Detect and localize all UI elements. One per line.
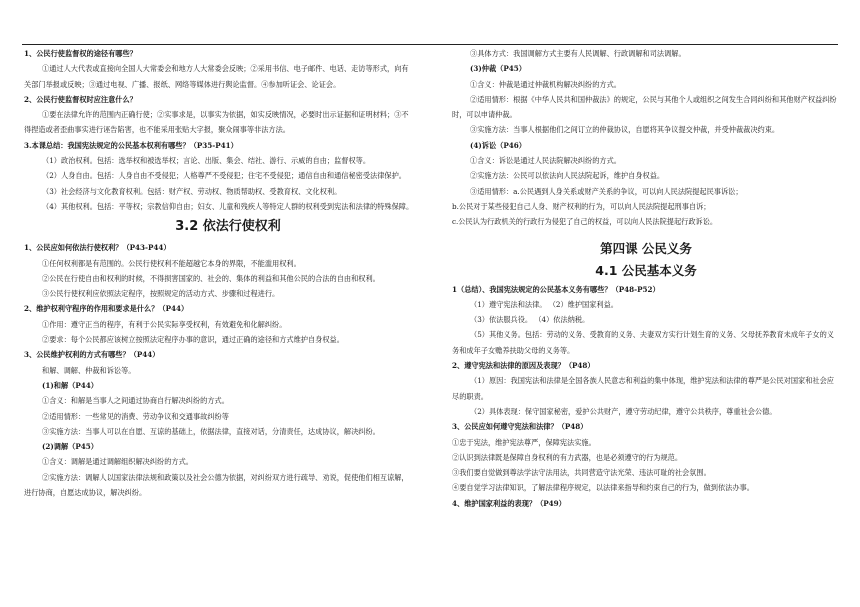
text-line: ③我们要自觉做到尊法学法守法用法，共同营造守法光荣、违法可耻的社会氛围。 — [452, 468, 711, 478]
text-line: ②实施方法：调解人以国家法律法规和政策以及社会公德为依据，对纠纷双方进行疏导、劝说，促使他们相互谅解， — [42, 472, 409, 482]
text-line: ②要求：每个公民都应该树立按照法定程序办事的意识，通过正确的途径和方式维护自身权益。 — [42, 335, 344, 345]
text-line: ③公民行使权利应依照法定程序，按照规定的活动方式、步骤和过程进行。 — [42, 289, 280, 299]
text-line: ③具体方式：我国调解方式主要有人民调解、行政调解和司法调解。 — [470, 49, 686, 58]
question-heading: (4)诉讼（P46） — [470, 140, 526, 150]
text-line: 时，可以申请仲裁。 — [452, 110, 517, 120]
text-line: ①通过人大代表或直接向全国人大常委会和地方人大常委会反映；②采用书信、电子邮件、电话、走访等形式，向有 — [42, 64, 409, 74]
text-line: 务和成年子女赡养扶助父母的义务等。 — [452, 345, 575, 355]
question-heading: 3.本课总结：我国宪法规定的公民基本权利有哪些？（P35-P41） — [24, 140, 238, 150]
section-heading: 4.1 公民基本义务 — [595, 262, 697, 278]
text-line: （5）其他义务。包括：劳动的义务、受教育的义务、夫妻双方实行计划生育的义务、父母抚养教育未成年子女的义 — [470, 330, 834, 340]
text-line: ②适用情形：根据《中华人民共和国仲裁法》的规定，公民与其他个人或组织之间发生合同纠纷和其他财产权益纠纷 — [470, 94, 837, 104]
question-heading: 1、公民行使监督权的途径有哪些？ — [24, 49, 137, 58]
text-line: 得捏造或者歪曲事实进行诬告陷害，也不能采用张贴大字报，聚众闹事等非法方法。 — [24, 125, 290, 135]
text-line: ②适用情形：一些常见的消费、劳动争议和交通事故纠纷等 — [42, 411, 229, 421]
question-heading: (3)仲裁（P45） — [470, 64, 526, 74]
text-line: 关部门举报或反映；③通过电视、广播、报纸、网络等媒体进行舆论监督。④参加听证会、论证会。 — [24, 79, 341, 89]
text-line: （4）其他权利。包括：平等权；宗教信仰自由；妇女、儿童和残疾人等特定人群的权利受到宪法和法律的特殊保障。 — [42, 201, 414, 211]
header-rule — [22, 44, 838, 45]
text-line: ③适用情形：a.公民遇到人身关系或财产关系的争议，可以向人民法院提起民事诉讼； — [470, 186, 743, 196]
text-line: ①任何权利都是有范围的。公民行使权利不能超越它本身的界限，不能滥用权利。 — [42, 258, 301, 268]
question-heading: 1（总结）、我国宪法规定的公民基本义务有哪些？（P48-P52） — [452, 284, 660, 294]
text-line: （3）社会经济与文化教育权利。包括：财产权、劳动权、物质帮助权、受教育权、文化权利。 — [42, 186, 342, 196]
text-line: 进行协商，自愿达成协议，解决纠纷。 — [24, 488, 147, 498]
text-line: ③实施方法：当事人可以在自愿、互谅的基础上，依据法律，直接对话，分清责任，达成协议，解决纠纷。 — [42, 426, 380, 436]
text-line: b.公民对于某些侵犯自己人身、财产权利的行为，可以向人民法院提起刑事自诉； — [452, 201, 711, 211]
text-line: （3）依法服兵役。 （4）依法纳税。 — [470, 315, 590, 325]
text-line: ①含义：和解是当事人之间通过协商自行解决纠纷的方式。 — [42, 396, 229, 406]
right-column — [452, 46, 840, 511]
spacer — [452, 230, 840, 238]
text-line: （1）政治权利。包括：选举权和被选举权；言论、出版、集会、结社、游行、示威的自由；监督权等。 — [42, 156, 371, 166]
text-line: ②实施方法：公民可以依法向人民法院起诉，维护自身权益。 — [470, 171, 665, 181]
text-line: ①忠于宪法，维护宪法尊严，保障宪法实施。 — [452, 437, 596, 447]
text-line: ①含义：调解是通过调解组织解决纠纷的方式。 — [42, 457, 193, 467]
text-line: ③实施方法：当事人根据他们之间订立的仲裁协议，自愿将其争议提交仲裁，并受仲裁裁决约束。 — [470, 125, 780, 135]
text-line: ①要在法律允许的范围内正确行使；②实事求是，以事实为依据，如实反映情况，必要时出示证据和证明材料；③不 — [42, 110, 409, 120]
text-line: ①含义：诉讼是通过人民法院解决纠纷的方式。 — [470, 156, 621, 166]
text-line: ①含义：仲裁是通过仲裁机构解决纠纷的方式。 — [470, 79, 621, 89]
text-line: 和解、调解、仲裁和诉讼等。 — [42, 365, 136, 375]
text-line: （1）原因：我国宪法和法律是全国各族人民意志和利益的集中体现，维护宪法和法律的尊严是公民对国家和社会应 — [470, 376, 834, 386]
text-line: （2）人身自由。包括：人身自由不受侵犯；人格尊严不受侵犯；住宅不受侵犯；通信自由和通信秘密受法律保护。 — [42, 171, 406, 181]
text-line: （1）遵守宪法和法律。 （2）维护国家利益。 — [470, 299, 618, 309]
question-heading: (2)调解（P45） — [42, 442, 98, 452]
question-heading: 4、维护国家利益的表现？（P49） — [452, 498, 566, 508]
text-line: ②认识到法律既是保障自身权利的有力武器，也是必须遵守的行为规范。 — [452, 452, 683, 462]
question-heading: 2、遵守宪法和法律的原因及表现？（P48） — [452, 361, 595, 371]
question-heading: 3、公民应如何遵守宪法和法律？（P48） — [452, 422, 588, 432]
text-line: ①作用：遵守正当的程序，有利于公民实际享受权利，有效避免和化解纠纷。 — [42, 319, 287, 329]
question-heading: (1)和解（P44） — [42, 380, 98, 390]
left-column — [24, 46, 432, 500]
question-heading: 3、公民维护权利的方式有哪些？（P44） — [24, 350, 160, 360]
text-line: 尽的职责。 — [452, 391, 488, 401]
text-line: c.公民认为行政机关的行政行为侵犯了自己的权益，可以向人民法院提起行政诉讼。 — [452, 217, 718, 227]
section-heading: 第四课 公民义务 — [600, 240, 692, 256]
text-line: ②公民在行使自由和权利的时候，不得损害国家的、社会的、集体的利益和其他公民的合法的自由和权利。 — [42, 273, 380, 283]
text-line: （2）具体表现：保守国家秘密，爱护公共财产，遵守劳动纪律，遵守公共秩序，尊重社会公德。 — [470, 406, 777, 416]
section-heading: 3.2 依法行使权利 — [175, 219, 281, 235]
question-heading: 1、公民应如何依法行使权利？（P43-P44） — [24, 243, 171, 253]
question-heading: 2、公民行使监督权时应注意什么？ — [24, 94, 137, 104]
question-heading: 2、维护权利守程序的作用和要求是什么？（P44） — [24, 304, 189, 314]
text-line: ④要自觉学习法律知识，了解法律程序规定，以法律来指导和约束自己的行为，做到依法办事。 — [452, 483, 754, 493]
